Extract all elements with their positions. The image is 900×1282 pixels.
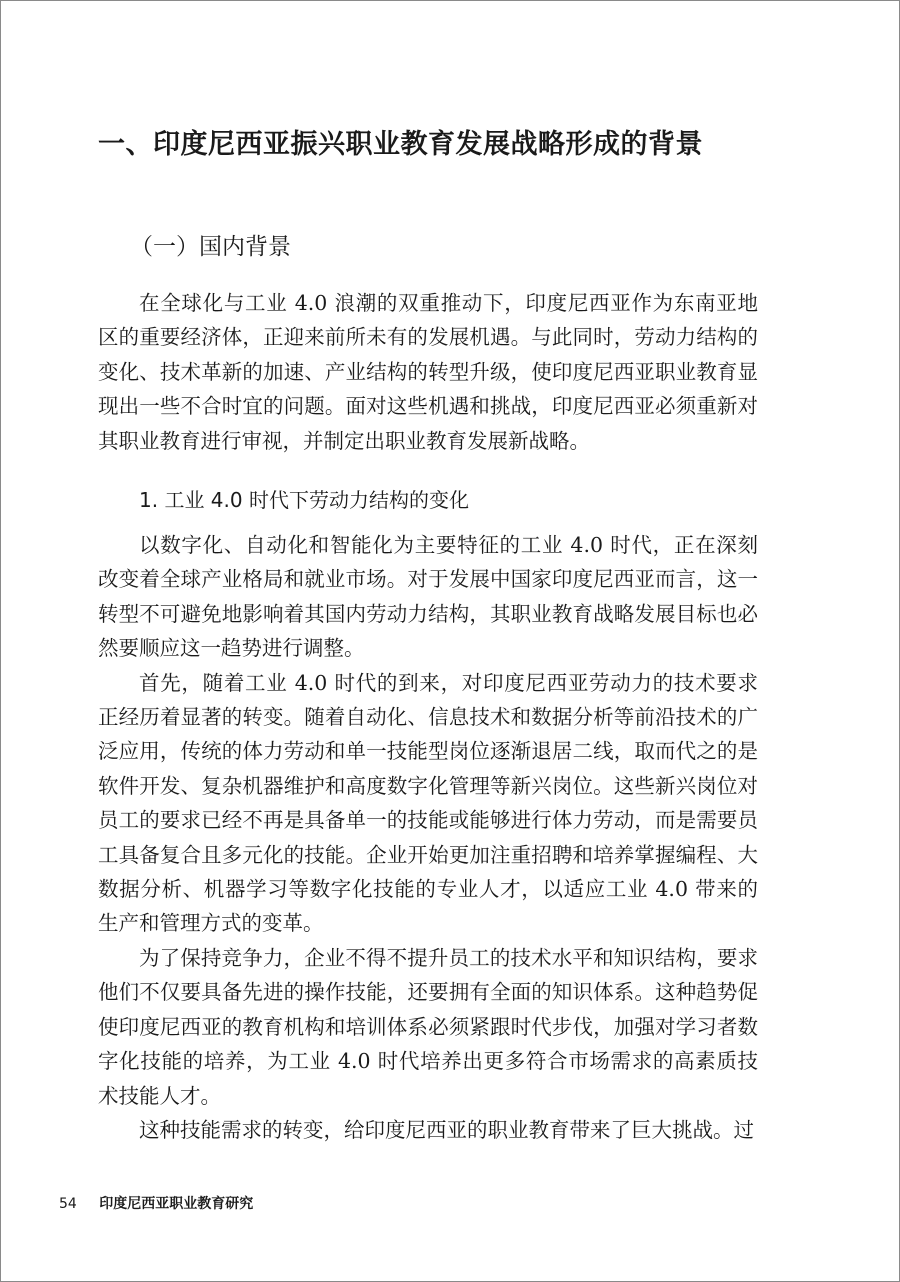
body-text [98, 528, 758, 1147]
subsection-title: 1. 工业 4.0 时代下劳动力结构的变化 [139, 488, 469, 512]
paragraph: 这种技能需求的转变，给印度尼西亚的职业教育带来了巨大挑战。过 [139, 1117, 754, 1142]
chapter-title: 一、印度尼西亚振兴职业教育发展战略形成的背景 [98, 129, 703, 160]
paragraph: 在全球化与工业 4.0 浪潮的双重推动下，印度尼西亚作为东南亚地区的重要经济体，正迎来前所未有的发展机遇。与此同时，劳动力结构的变化、技术革新的加速、产业结构的转型升级，使印度尼西亚职业教育显现出一些不合时宜的问题。面对这些机遇和挑战，印度尼西亚必须重新对其职业教育进行审视，并制定出职业教育发展新战略。 [98, 291, 758, 453]
paragraph: 为了保持竞争力，企业不得不提升员工的技术水平和知识结构，要求他们不仅要具备先进的操作技能，还要拥有全面的知识体系。这种趋势促使印度尼西亚的教育机构和培训体系必须紧跟时代步伐，加强对学习者数字化技能的培养，为工业 4.0 时代培养出更多符合市场需求的高素质技术技能人才。 [98, 945, 758, 1108]
paragraph: 以数字化、自动化和智能化为主要特征的工业 4.0 时代，正在深刻改变着全球产业格局和就业市场。对于发展中国家印度尼西亚而言，这一转型不可避免地影响着其国内劳动力结构，其职业教育战略发展目标也必然要顺应这一趋势进行调整。 [98, 533, 758, 661]
intro-block [98, 286, 758, 458]
paragraph: 首先，随着工业 4.0 时代的到来，对印度尼西亚劳动力的技术要求正经历着显著的转变。随着自动化、信息技术和数据分析等前沿技术的广泛应用，传统的体力劳动和单一技能型岗位逐渐退居二线，取而代之的是软件开发、复杂机器维护和高度数字化管理等新兴岗位。这些新兴岗位对员工的要求已经不再是具备单一的技能或能够进行体力劳动，而是需要员工具备复合且多元化的技能。企业开始更加注重招聘和培养掌握编程、大数据分析、机器学习等数字化技能的专业人才，以适应工业 4.0 带来的生产和管理方式的变革。 [98, 670, 758, 936]
section-title: （一）国内背景 [130, 234, 291, 260]
page-footer [59, 1193, 253, 1213]
running-title: 印度尼西亚职业教育研究 [99, 1196, 254, 1212]
page-number: 54 [59, 1196, 77, 1212]
